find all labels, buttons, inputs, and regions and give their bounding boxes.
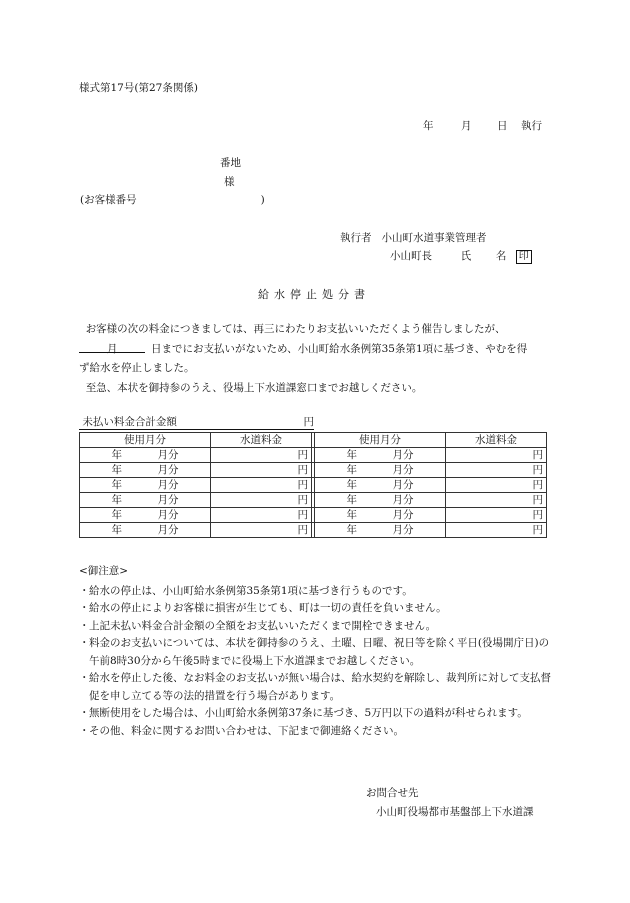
note-bullet: ・ [79, 707, 90, 719]
usage-month-cell-right [315, 523, 446, 538]
execution-date [423, 120, 542, 133]
seal-stamp-box: 印 [516, 250, 532, 264]
note-text: その他、料金に関するお問い合わせは、下記まで御連絡ください。 [89, 724, 404, 737]
note-bullet: ・ [79, 637, 90, 649]
note-item [79, 618, 559, 636]
month-label: 月分 [157, 479, 179, 491]
table-row [80, 448, 547, 463]
usage-month-cell-right [315, 448, 446, 463]
document-title: 給水停止処分書 [258, 288, 370, 301]
month-label: 月分 [392, 479, 414, 491]
note-bullet: ・ [79, 619, 90, 632]
usage-month-cell-right [315, 508, 446, 523]
water-fee-cell-right: 円 [446, 478, 547, 493]
note-bullet: ・ [79, 584, 90, 597]
table-row [80, 508, 547, 523]
name-label-2: 名 [495, 250, 507, 262]
body-month: 月 [107, 342, 118, 355]
note-text: 給水の停止は、小山町給水条例第35条第1項に基づき行うものです。 [89, 584, 413, 597]
note-item [79, 670, 559, 705]
header-water-fee-left: 水道料金 [211, 433, 312, 448]
address-sama: 様 [224, 176, 235, 188]
note-text: 上記未払い料金合計金額の全額をお支払いいただくまで開栓できません。 [89, 619, 437, 632]
fee-table [79, 432, 547, 538]
note-item [79, 635, 559, 670]
water-fee-cell-right: 円 [446, 463, 547, 478]
note-text: 料金のお支払いについては、本状を御持参のうえ、土曜、日曜、祝日等を除く平日(役場開庁日)の午前8時30分から午後5時までに役場上下水道課までお越しください。 [89, 637, 550, 667]
month-label: 月分 [157, 449, 179, 461]
table-row [80, 493, 547, 508]
executor-line [340, 232, 487, 245]
year-label: 年 [346, 494, 357, 506]
contact-office: 小山町役場都市基盤部上下水道課 [376, 806, 534, 818]
customer-number-open: (お客様番号 [80, 194, 137, 206]
usage-month-cell-left [80, 463, 211, 478]
note-item [79, 705, 559, 723]
executor-label: 執行者 [340, 232, 372, 244]
name-label-1: 氏 [460, 250, 472, 262]
body-line-4: 至急、本状を御持参のうえ、役場上下水道課窓口までお越しください。 [85, 381, 423, 394]
water-fee-cell-left: 円 [211, 508, 312, 523]
water-fee-cell-right: 円 [446, 493, 547, 508]
executor-title: 小山町長 [390, 250, 432, 262]
water-fee-cell-right: 円 [446, 523, 547, 538]
usage-month-cell-left [80, 493, 211, 508]
month-label: 月分 [157, 524, 179, 536]
year-label: 年 [111, 509, 122, 521]
month-label: 月分 [392, 524, 414, 536]
header-usage-month-right: 使用月分 [315, 433, 446, 448]
year-label: 年 [346, 449, 357, 461]
address-banchi: 番地 [220, 157, 241, 169]
year-label: 年 [111, 464, 122, 476]
note-bullet: ・ [79, 672, 90, 684]
note-text: 無断使用をした場合は、小山町給水条例第37条に基づき、5万円以下の過料が科せられます。 [89, 707, 528, 719]
note-text: 給水を停止した後、なお料金のお支払いが無い場合は、給水契約を解除し、裁判所に対して支払督促を申し立てる等の法的措置を行う場合があります。 [89, 672, 551, 702]
notes-section [79, 563, 559, 740]
note-item [79, 600, 559, 618]
water-fee-cell-left: 円 [211, 523, 312, 538]
month-label: 月分 [157, 494, 179, 506]
date-year: 年 [423, 120, 434, 132]
year-label: 年 [111, 524, 122, 536]
water-fee-cell-right: 円 [446, 448, 547, 463]
unpaid-total-unit: 円 [303, 416, 314, 428]
usage-month-cell-right [315, 493, 446, 508]
table-row [80, 523, 547, 538]
month-label: 月分 [157, 509, 179, 521]
contact-label: お問合せ先 [366, 787, 419, 799]
executor-org: 小山町水道事業管理者 [381, 232, 487, 244]
water-fee-cell-left: 円 [211, 478, 312, 493]
month-label: 月分 [392, 509, 414, 521]
year-label: 年 [111, 449, 122, 461]
usage-month-cell-right [315, 463, 446, 478]
year-label: 年 [346, 479, 357, 491]
executor-name-line [390, 250, 532, 264]
note-bullet: ・ [79, 724, 90, 737]
date-month: 月 [461, 120, 472, 132]
header-usage-month-left: 使用月分 [80, 433, 211, 448]
year-label: 年 [346, 464, 357, 476]
water-fee-cell-left: 円 [211, 493, 312, 508]
notes-heading: <御注意> [79, 565, 129, 577]
usage-month-cell-left [80, 448, 211, 463]
year-label: 年 [111, 479, 122, 491]
note-bullet: ・ [79, 602, 90, 614]
body-line-3: ず給水を停止しました。 [79, 362, 195, 374]
date-day: 日 [497, 120, 508, 132]
body-line-2: 日までにお支払いがないため、小山町給水条例第35条第1項に基づき、やむを得 [151, 342, 528, 355]
unpaid-total-label: 未払い料金合計金額 [82, 416, 177, 428]
usage-month-cell-left [80, 508, 211, 523]
note-text: 給水の停止によりお客様に損害が生じても、町は一切の責任を負いません。 [89, 602, 447, 614]
water-fee-cell-right: 円 [446, 508, 547, 523]
note-item [79, 583, 559, 601]
note-item [79, 723, 559, 741]
year-label: 年 [346, 524, 357, 536]
water-fee-cell-left: 円 [211, 448, 312, 463]
table-row [80, 478, 547, 493]
form-number: 様式第17号(第27条関係) [79, 82, 198, 94]
customer-number [80, 194, 265, 207]
year-label: 年 [346, 509, 357, 521]
notice-body [79, 320, 559, 398]
month-label: 月分 [392, 464, 414, 476]
table-row [80, 463, 547, 478]
month-blank [79, 340, 145, 353]
year-label: 年 [111, 494, 122, 506]
body-line-1: お客様の次の料金につきましては、再三にわたりお支払いいただくよう催告しましたが、 [85, 323, 506, 335]
month-label: 月分 [392, 449, 414, 461]
unpaid-total [79, 416, 314, 430]
date-suffix: 執行 [521, 120, 542, 132]
usage-month-cell-left [80, 523, 211, 538]
month-label: 月分 [392, 494, 414, 506]
month-label: 月分 [157, 464, 179, 476]
header-water-fee-right: 水道料金 [446, 433, 547, 448]
usage-month-cell-left [80, 478, 211, 493]
customer-number-close: ) [260, 194, 265, 206]
water-fee-cell-left: 円 [211, 463, 312, 478]
usage-month-cell-right [315, 478, 446, 493]
